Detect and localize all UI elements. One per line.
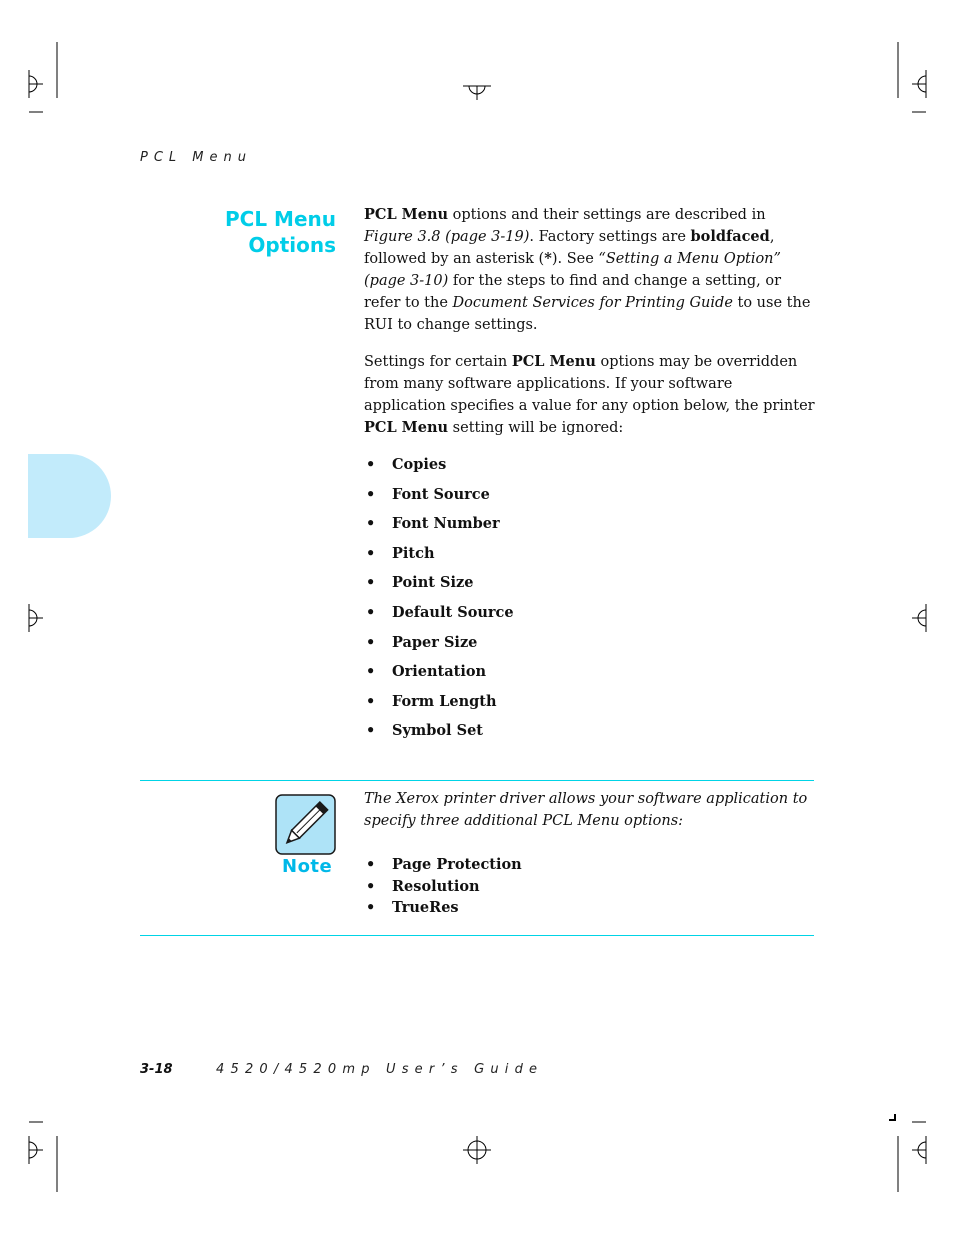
section-title [225, 206, 336, 258]
text-run: , followed by an asterisk ( [364, 229, 775, 267]
figure-reference: Figure 3.8 (page 3-19) [364, 229, 530, 245]
text-run: for the steps to find and change a setting, or refer to the [364, 273, 782, 311]
text-run: . Factory settings are [529, 229, 691, 245]
intro-paragraph [364, 204, 816, 336]
text-run: setting will be ignored: [448, 420, 624, 436]
note-text: The Xerox printer driver allows your software application to specify three additional PCL Menu options: [364, 791, 808, 829]
list-item: • Orientation [364, 661, 816, 691]
list-item: • Pitch [364, 543, 816, 573]
text-run: Settings for certain [364, 354, 512, 370]
list-item: • Paper Size [364, 632, 816, 662]
overridable-options-list [364, 454, 816, 750]
note-top-rule [140, 780, 814, 781]
list-item: • Symbol Set [364, 720, 816, 750]
asterisk: * [544, 250, 552, 267]
list-item: • Resolution [364, 876, 816, 898]
list-item: • Font Number [364, 513, 816, 543]
running-head: PCL Menu [140, 150, 252, 165]
page-number: 3-18 [140, 1062, 173, 1077]
text-run: options may be overridden from many software applications. If your software application specifies a value for any option below, the printer [364, 354, 815, 414]
list-item: • Form Length [364, 691, 816, 721]
pcl-menu-term: PCL Menu [364, 419, 449, 436]
section-title-line2: Options [248, 233, 336, 257]
list-item: • TrueRes [364, 897, 816, 919]
list-item: • Point Size [364, 572, 816, 602]
setting-reference: “Setting a Menu Option” (page 3-10) [364, 251, 781, 289]
note-label: Note [282, 856, 333, 877]
list-item: • Default Source [364, 602, 816, 632]
pcl-menu-term: PCL Menu [511, 353, 596, 370]
text-run: ). See [551, 251, 599, 267]
section-title-line1: PCL Menu [225, 207, 336, 231]
guide-title: 4520/4520mp User’s Guide [216, 1062, 544, 1077]
boldfaced-term: boldfaced [690, 228, 770, 245]
list-item: • Page Protection [364, 854, 816, 876]
text-run: to use the RUI to change settings. [364, 295, 811, 333]
chapter-tab [28, 454, 111, 538]
list-item: • Font Source [364, 484, 816, 514]
pcl-menu-term: PCL Menu [364, 206, 449, 223]
pencil-note-icon [275, 794, 336, 855]
list-item: • Copies [364, 454, 816, 484]
additional-options-list [364, 854, 816, 919]
note-bottom-rule [140, 935, 814, 936]
guide-reference: Document Services for Printing Guide [452, 295, 733, 311]
override-paragraph [364, 351, 816, 439]
text-run: options and their settings are described in [448, 207, 766, 223]
